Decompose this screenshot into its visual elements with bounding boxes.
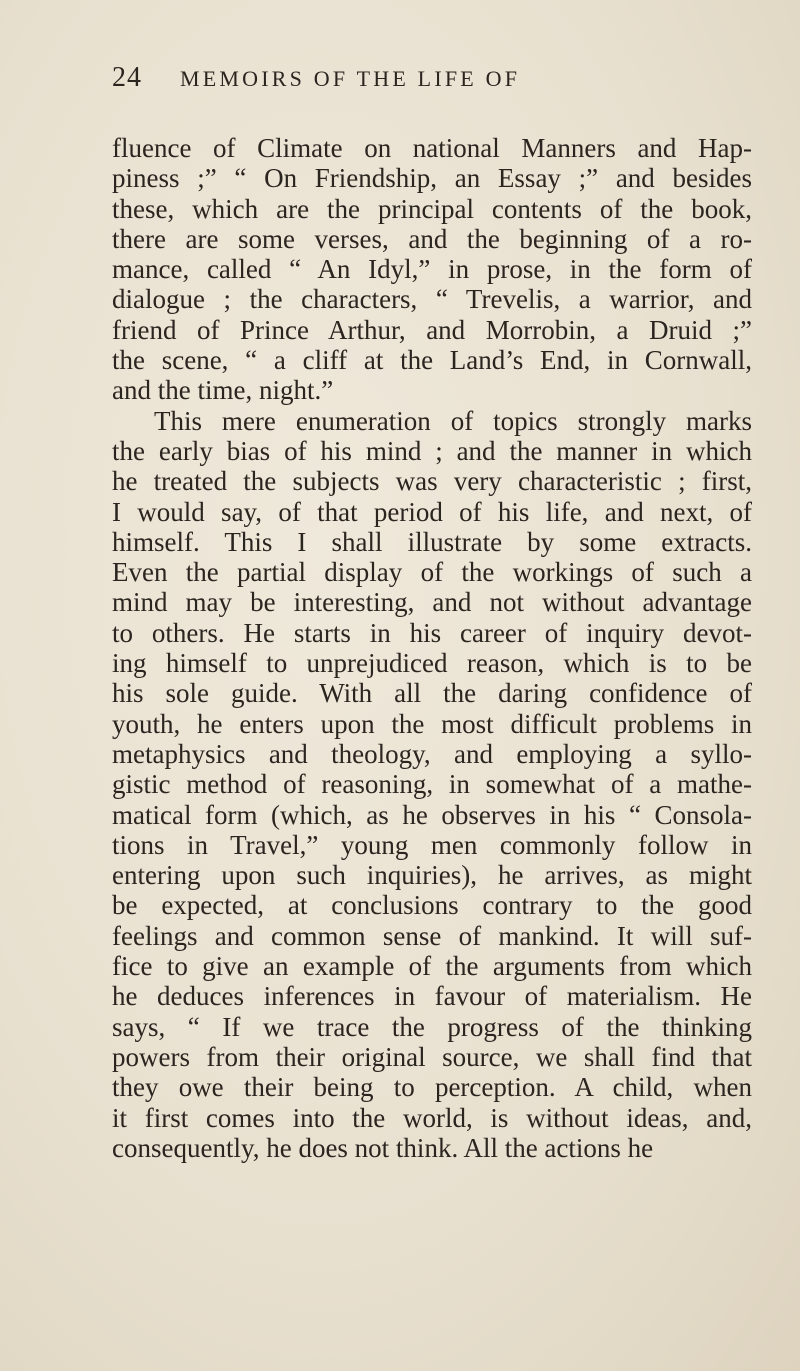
text-line: Even the partial display of the workings of such a	[112, 557, 752, 588]
text-line: these, which are the principal contents of the book,	[112, 193, 752, 224]
text-line: piness ;” “ On Friendship, an Essay ;” and besides	[112, 163, 752, 194]
text-line: friend of Prince Arthur, and Morrobin, a Druid ;”	[112, 314, 752, 345]
page-number: 24	[112, 62, 142, 93]
text-line: the scene, “ a cliff at the Land’s End, in Cornwall,	[112, 345, 752, 376]
text-line: his sole guide. With all the daring confidence of	[112, 678, 752, 709]
body-text	[112, 133, 752, 1163]
text-line: tions in Travel,” young men commonly follow in	[112, 829, 752, 860]
text-line: the early bias of his mind ; and the manner in which	[112, 435, 752, 466]
text-line: mance, called “ An Idyl,” in prose, in the form of	[112, 254, 752, 285]
text-line: it first comes into the world, is without ideas, and,	[112, 1102, 752, 1133]
text-line: and the time, night.”	[112, 375, 334, 406]
text-line: metaphysics and theology, and employing a syllo-	[112, 738, 752, 769]
text-line: I would say, of that period of his life, and next, of	[112, 496, 752, 527]
running-head: MEMOIRS OF THE LIFE OF	[180, 66, 521, 91]
text-line: be expected, at conclusions contrary to the good	[112, 890, 752, 921]
text-line: there are some verses, and the beginning of a ro-	[112, 223, 752, 254]
text-line: ing himself to unprejudiced reason, which is to be	[112, 648, 752, 679]
text-line: consequently, he does not think. All the actions he	[112, 1132, 654, 1163]
text-line: he deduces inferences in favour of materialism. He	[112, 981, 752, 1012]
text-line: they owe their being to perception. A child, when	[112, 1072, 752, 1103]
text-line: says, “ If we trace the progress of the thinking	[112, 1011, 752, 1042]
text-line: entering upon such inquiries), he arrives, as might	[112, 860, 752, 891]
text-line: fice to give an example of the arguments from which	[112, 951, 752, 982]
text-line: matical form (which, as he observes in his “ Consola-	[112, 799, 752, 830]
text-line: youth, he enters upon the most difficult problems in	[112, 708, 752, 739]
text-line: he treated the subjects was very characteristic ; first,	[112, 466, 752, 497]
text-line: himself. This I shall illustrate by some extracts.	[112, 526, 752, 557]
text-line: gistic method of reasoning, in somewhat of a mathe-	[112, 769, 752, 800]
paragraph-start-line: This mere enumeration of topics strongly marks	[154, 405, 752, 436]
text-line: powers from their original source, we shall find that	[112, 1041, 752, 1072]
page-header	[112, 62, 752, 98]
text-line: dialogue ; the characters, “ Trevelis, a warrior, and	[112, 284, 752, 315]
text-line: mind may be interesting, and not without advantage	[112, 587, 752, 618]
text-line: feelings and common sense of mankind. It will suf-	[112, 920, 752, 951]
text-line: fluence of Climate on national Manners and Hap-	[112, 133, 752, 163]
text-line: to others. He starts in his career of inquiry devot-	[112, 617, 752, 648]
